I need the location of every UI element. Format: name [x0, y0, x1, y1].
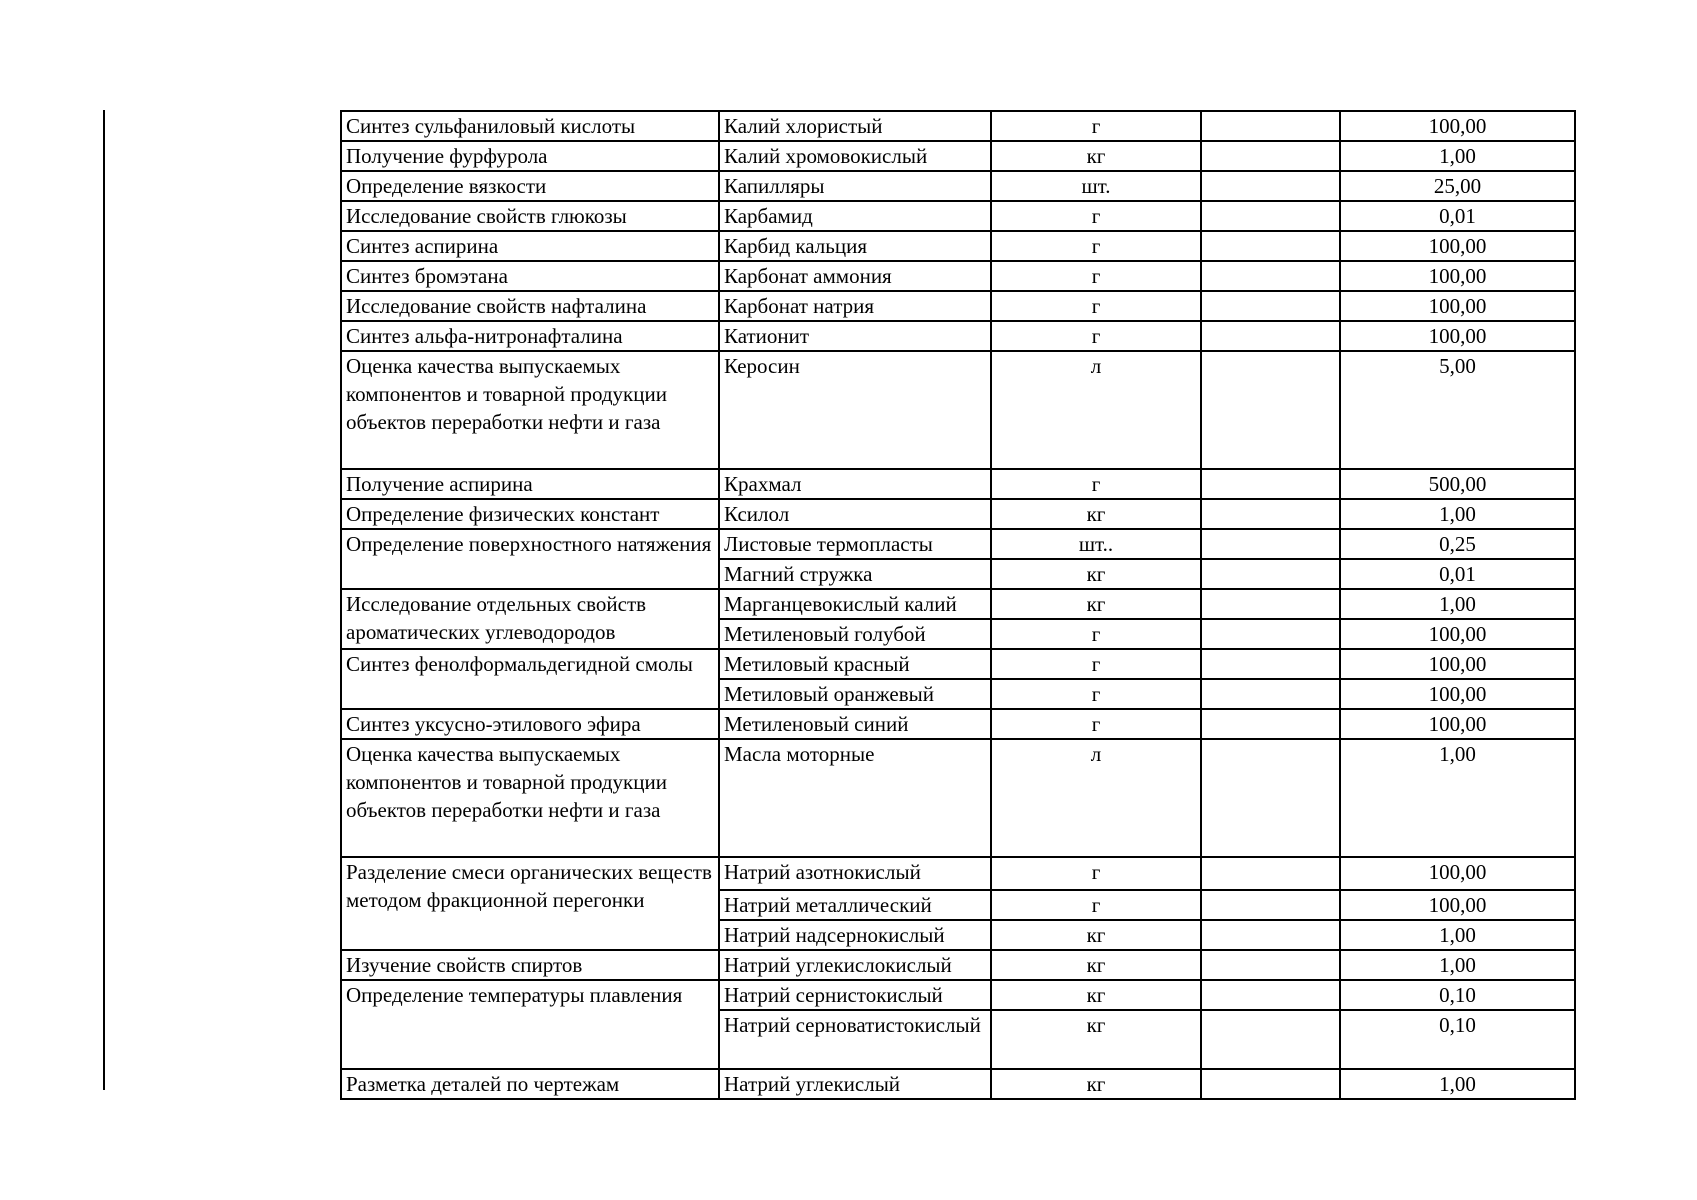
unit-cell: кг: [991, 559, 1201, 589]
empty-cell: [1201, 950, 1340, 980]
unit-cell: кг: [991, 950, 1201, 980]
empty-cell: [1201, 1069, 1340, 1099]
quantity-cell: 1,00: [1340, 739, 1575, 857]
quantity-cell: 100,00: [1340, 857, 1575, 890]
material-cell: Карбамид: [719, 201, 991, 231]
quantity-cell: 100,00: [1340, 679, 1575, 709]
table-row: [341, 529, 1575, 559]
unit-cell: г: [991, 649, 1201, 679]
unit-cell: кг: [991, 980, 1201, 1010]
materials-table-body: [341, 111, 1575, 1099]
material-cell: Масла моторные: [719, 739, 991, 857]
material-cell: Капилляры: [719, 171, 991, 201]
material-cell: Керосин: [719, 351, 991, 469]
material-cell: Метиленовый голубой: [719, 619, 991, 649]
unit-cell: г: [991, 111, 1201, 141]
work-cell: Изучение свойств спиртов: [341, 950, 719, 980]
empty-cell: [1201, 231, 1340, 261]
material-cell: Магний стружка: [719, 559, 991, 589]
unit-cell: г: [991, 261, 1201, 291]
material-cell: Марганцевокислый калий: [719, 589, 991, 619]
table-row: [341, 291, 1575, 321]
work-cell: Синтез аспирина: [341, 231, 719, 261]
work-cell: Исследование свойств глюкозы: [341, 201, 719, 231]
table-row: [341, 857, 1575, 890]
material-cell: Карбид кальция: [719, 231, 991, 261]
empty-cell: [1201, 351, 1340, 469]
material-cell: Метиленовый синий: [719, 709, 991, 739]
table-row: [341, 171, 1575, 201]
table-row: [341, 589, 1575, 619]
unit-cell: г: [991, 469, 1201, 499]
table-row: [341, 469, 1575, 499]
unit-cell: г: [991, 857, 1201, 890]
table-row: [341, 231, 1575, 261]
work-cell: Синтез бромэтана: [341, 261, 719, 291]
empty-cell: [1201, 980, 1340, 1010]
work-cell: Определение поверхностного натяжения: [341, 529, 719, 589]
empty-cell: [1201, 141, 1340, 171]
empty-cell: [1201, 679, 1340, 709]
work-cell: Синтез уксусно-этилового эфира: [341, 709, 719, 739]
empty-cell: [1201, 499, 1340, 529]
empty-cell: [1201, 469, 1340, 499]
unit-cell: л: [991, 739, 1201, 857]
material-cell: Ксилол: [719, 499, 991, 529]
empty-cell: [1201, 709, 1340, 739]
empty-cell: [1201, 739, 1340, 857]
table-row: [341, 649, 1575, 679]
work-cell: Оценка качества выпускаемых компонентов и товарной продукции объектов переработки нефти и газа: [341, 739, 719, 857]
empty-cell: [1201, 920, 1340, 950]
quantity-cell: 100,00: [1340, 231, 1575, 261]
unit-cell: г: [991, 679, 1201, 709]
quantity-cell: 5,00: [1340, 351, 1575, 469]
work-cell: Разметка деталей по чертежам: [341, 1069, 719, 1099]
material-cell: Метиловый красный: [719, 649, 991, 679]
materials-table: [340, 110, 1576, 1100]
unit-cell: кг: [991, 1010, 1201, 1069]
quantity-cell: 25,00: [1340, 171, 1575, 201]
quantity-cell: 0,01: [1340, 201, 1575, 231]
table-row: [341, 261, 1575, 291]
empty-cell: [1201, 171, 1340, 201]
quantity-cell: 0,01: [1340, 559, 1575, 589]
empty-cell: [1201, 291, 1340, 321]
table-row: [341, 739, 1575, 857]
unit-cell: кг: [991, 1069, 1201, 1099]
table-row: [341, 111, 1575, 141]
unit-cell: кг: [991, 920, 1201, 950]
unit-cell: г: [991, 890, 1201, 920]
material-cell: Натрий углекислый: [719, 1069, 991, 1099]
material-cell: Карбонат натрия: [719, 291, 991, 321]
empty-cell: [1201, 1010, 1340, 1069]
material-cell: Натрий углекислокислый: [719, 950, 991, 980]
material-cell: Карбонат аммония: [719, 261, 991, 291]
work-cell: Определение физических констант: [341, 499, 719, 529]
quantity-cell: 100,00: [1340, 619, 1575, 649]
table-row: [341, 141, 1575, 171]
material-cell: Натрий сернистокислый: [719, 980, 991, 1010]
work-cell: Исследование свойств нафталина: [341, 291, 719, 321]
quantity-cell: 0,10: [1340, 980, 1575, 1010]
work-cell: Определение температуры плавления: [341, 980, 719, 1069]
unit-cell: шт..: [991, 529, 1201, 559]
quantity-cell: 100,00: [1340, 649, 1575, 679]
table-row: [341, 950, 1575, 980]
table-row: [341, 980, 1575, 1010]
work-cell: Синтез сульфаниловый кислоты: [341, 111, 719, 141]
quantity-cell: 1,00: [1340, 1069, 1575, 1099]
quantity-cell: 1,00: [1340, 589, 1575, 619]
unit-cell: л: [991, 351, 1201, 469]
quantity-cell: 100,00: [1340, 111, 1575, 141]
empty-cell: [1201, 559, 1340, 589]
unit-cell: кг: [991, 141, 1201, 171]
quantity-cell: 0,10: [1340, 1010, 1575, 1069]
empty-cell: [1201, 649, 1340, 679]
work-cell: Оценка качества выпускаемых компонентов и товарной продукции объектов переработки нефти и газа: [341, 351, 719, 469]
empty-cell: [1201, 529, 1340, 559]
work-cell: Синтез фенолформальдегидной смолы: [341, 649, 719, 709]
quantity-cell: 1,00: [1340, 920, 1575, 950]
empty-cell: [1201, 589, 1340, 619]
table-row: [341, 499, 1575, 529]
work-cell: Получение фурфурола: [341, 141, 719, 171]
work-cell: Определение вязкости: [341, 171, 719, 201]
material-cell: Натрий металлический: [719, 890, 991, 920]
material-cell: Калий хлористый: [719, 111, 991, 141]
table-row: [341, 201, 1575, 231]
quantity-cell: 0,25: [1340, 529, 1575, 559]
unit-cell: г: [991, 291, 1201, 321]
work-cell: Получение аспирина: [341, 469, 719, 499]
unit-cell: шт.: [991, 171, 1201, 201]
work-cell: Синтез альфа-нитронафталина: [341, 321, 719, 351]
material-cell: Катионит: [719, 321, 991, 351]
unit-cell: г: [991, 201, 1201, 231]
empty-cell: [1201, 111, 1340, 141]
material-cell: Натрий серноватистокислый: [719, 1010, 991, 1069]
empty-cell: [1201, 619, 1340, 649]
quantity-cell: 1,00: [1340, 141, 1575, 171]
empty-cell: [1201, 201, 1340, 231]
material-cell: Натрий надсернокислый: [719, 920, 991, 950]
table-row: [341, 709, 1575, 739]
material-cell: Листовые термопласты: [719, 529, 991, 559]
left-margin-line: [103, 110, 105, 1090]
quantity-cell: 100,00: [1340, 321, 1575, 351]
quantity-cell: 1,00: [1340, 950, 1575, 980]
quantity-cell: 1,00: [1340, 499, 1575, 529]
work-cell: Исследование отдельных свойств ароматических углеводородов: [341, 589, 719, 649]
table-row: [341, 351, 1575, 469]
unit-cell: г: [991, 321, 1201, 351]
empty-cell: [1201, 890, 1340, 920]
unit-cell: г: [991, 619, 1201, 649]
material-cell: Калий хромовокислый: [719, 141, 991, 171]
material-cell: Крахмал: [719, 469, 991, 499]
quantity-cell: 100,00: [1340, 291, 1575, 321]
quantity-cell: 100,00: [1340, 709, 1575, 739]
empty-cell: [1201, 321, 1340, 351]
unit-cell: г: [991, 709, 1201, 739]
unit-cell: г: [991, 231, 1201, 261]
material-cell: Натрий азотнокислый: [719, 857, 991, 890]
empty-cell: [1201, 857, 1340, 890]
unit-cell: кг: [991, 589, 1201, 619]
quantity-cell: 100,00: [1340, 890, 1575, 920]
quantity-cell: 100,00: [1340, 261, 1575, 291]
table-row: [341, 321, 1575, 351]
material-cell: Метиловый оранжевый: [719, 679, 991, 709]
unit-cell: кг: [991, 499, 1201, 529]
work-cell: Разделение смеси органических веществ методом фракционной перегонки: [341, 857, 719, 950]
table-row: [341, 1069, 1575, 1099]
empty-cell: [1201, 261, 1340, 291]
quantity-cell: 500,00: [1340, 469, 1575, 499]
